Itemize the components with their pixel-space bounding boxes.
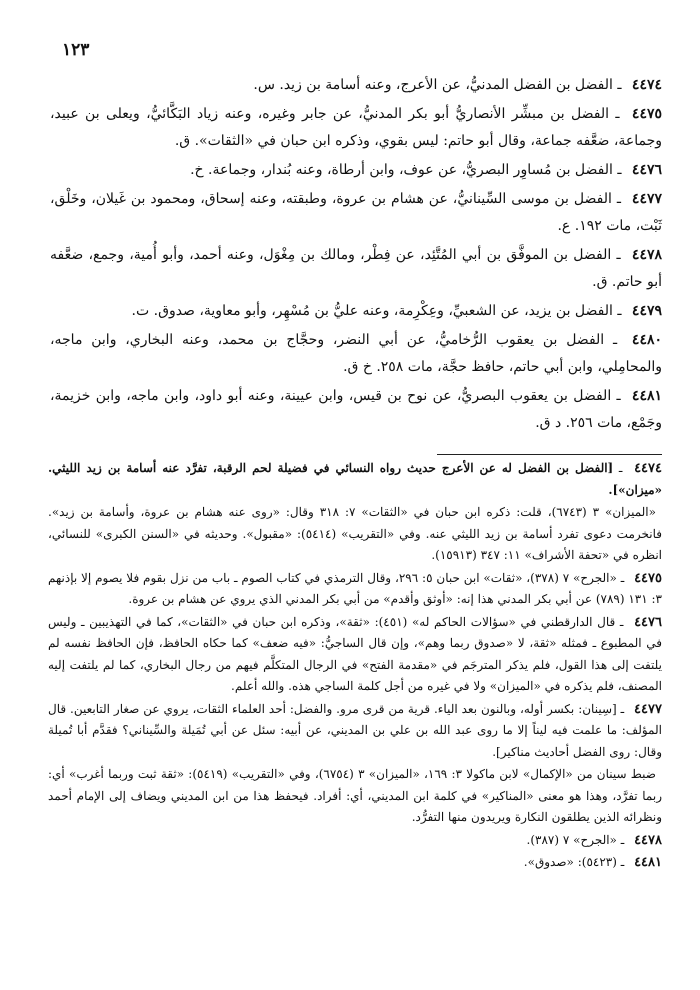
note-text: [سِينان: بكسر أوله، وبالنون بعد الياء. قرية من قرى مرو. والفضل: أحد العلماء الثقات، يروي عن صغار التابعين. قال المؤلف: ما علمت فيه ليناً إلا ما روى عبد الله بن علي بن المديني، عن أبيه: سئل عن أبي تُمَيلة والسِّيناني؟ فقدَّم أبا تُميلة وقال: روى الفضل أحاديث مناكير]. [48,701,662,759]
entry-number: ٤٤٧٤ [631,77,662,93]
entry-number: ٤٤٧٩ [631,303,662,319]
note-text: «الجرح» ٧ (٣٧٨)، «ثقات» ابن حبان ٥: ٢٩٦، وقال الترمذي في كتاب الصوم ـ باب من نزل بقوم فلا يصوم إلا بإذنهم ٣: ١٣١ (٧٨٩) عن أبي بكر المدني هذا إنه: «أوثق وأقدم» من أبي بكر المدني الذي يروي عن هشام بن عروة. [48,570,662,606]
note [48,502,662,567]
note: ٤٤٨١ ـ (٥٤٢٣): «صدوق». [523,855,662,870]
note-number: ٤٤٧٧ [634,701,662,717]
note-text: «الجرح» ٧ (٣٨٧). [526,832,617,847]
entry-text: الفضل بن مبشِّر الأنصاريُّ أبو بكر المدنيُّ، عن جابر وغيره، وعنه زياد البَكَّائيُّ، ويعلى بن عبيد، وجماعة، ضعَّفه جماعة، وقال أبو حاتم: ليس بقوي، وذكره ابن حبان في «الثقات». ق. [50,106,662,149]
entry: ٤٤٧٦ ـ الفضل بن مُساوِر البصريُّ، عن عوف، وابن أرطاة، وعنه بُندار، وجماعة. خ. [190,162,662,178]
note-text: قال الدارقطني في «سؤالات الحاكم له» (٤٥١): «ثقة»، وذكره ابن حبان في «الثقات»، كما في التهذيبين ـ وليس في المطبوع ـ فمثله «ثقة، لا «صدوق ربما وهم»، وإن قال الساجيُّ: «فيه ضعف» كما حكاه الحافظ، فإن الحافظ نفسه لم يلتفت إلى هذا القول، فلم يذكر المترجَم في «مقدمة الفتح» في الرجال المتكلَّم فيهم من رجال البخاري، كما لم يلتفت إليه المصنف، فلم يذكره في «الميزان» ولا في غيره من أجل كلمة الساجي هذه. والله أعلم. [48,614,662,693]
entry: ٤٤٨٠ ـ الفضل بن يعقوب الرُّخاميُّ، عن أبي النضر، وحجَّاج بن محمد، وعنه البخاري، وابن ماجه، والمحامِلي، وابن أبي حاتم، حافظ حجَّة، مات ٢٥٨. خ ق. [50,332,662,375]
entry: ٤٤٧٩ ـ الفضل بن يزيد، عن الشعبيِّ، وعِكْرِمة، وعنه عليُّ بن مُسْهِر، وأبو معاوية، صدوق. ت. [131,303,662,319]
note-bold-text: [الفضل بن الفضل له عن الأعرج حديث رواه النسائي في فضيلة لحم الرقبة، تفرَّد عنه أسامة بن زيد الليثي. «ميزان»]. [48,461,662,497]
entry-number: ٤٤٧٥ [631,106,662,122]
footnote-divider [437,454,662,455]
entry-number: ٤٤٧٦ [631,162,662,178]
entry-number: ٤٤٧٧ [631,191,662,207]
entry-text: الفضل بن يعقوب البصريُّ، عن نوح بن قيس، وابن عيينة، وعنه أبو داود، وابن ماجه، وابن خزيمة، وجَمْع، مات ٢٥٦. د ق. [50,388,662,431]
entry-text: الفضل بن يزيد، عن الشعبيِّ، وعِكْرِمة، وعنه عليُّ بن مُسْهِر، وأبو معاوية، صدوق. ت. [131,303,613,319]
note [48,764,662,829]
note-number: ٤٤٨١ [634,855,662,870]
entry-text: الفضل بن يعقوب الرُّخاميُّ، عن أبي النضر، وحجَّاج بن محمد، وعنه البخاري، وابن ماجه، والمحامِلي، وابن أبي حاتم، حافظ حجَّة، مات ٢٥٨. خ ق. [50,332,662,375]
note-text: (٥٤٢٣): «صدوق». [523,855,617,869]
note: ٤٤٧٧ ـ [سِينان: بكسر أوله، وبالنون بعد الياء. قرية من قرى مرو. والفضل: أحد العلماء الثقات، يروي عن صغار التابعين. قال المؤلف: ما علمت فيه ليناً إلا ما روى عبد الله بن علي بن المديني، عن أبيه: سئل عن أبي تُمَيلة والسِّيناني؟ فقدَّم أبا تُميلة وقال: روى الفضل أحاديث مناكير]. [48,701,662,759]
page-number: ١٢٣ [62,40,90,60]
note-text: ضبط سينان من «الإكمال» لابن ماكولا ٣: ١٦٩، «الميزان» ٣ (٦٧٥٤)، وفي «التقريب» (٥٤١٩): «ثقة ثبت وربما أغرب» أي: ربما تفرَّد، وهذا هو معنى «المناكير» في كلمة ابن المديني، أي: أفراد. فيحفظ هذا من ابن المديني ويضاف إلى الإمام أحمد ونظرائه الذين يطلقون النكارة ويريدون منها التفرُّد. [48,767,662,824]
note: ٤٤٧٨ ـ «الجرح» ٧ (٣٨٧). [526,832,662,848]
note-number: ٤٤٧٤ [634,461,662,476]
note: ٤٤٧٦ ـ قال الدارقطني في «سؤالات الحاكم له» (٤٥١): «ثقة»، وذكره ابن حبان في «الثقات»، كما في التهذيبين ـ وليس في المطبوع ـ فمثله «ثقة، لا «صدوق ربما وهم»، وإن قال الساجيُّ: «فيه ضعف» كما حكاه الحافظ، فإن الحافظ نفسه لم يلتفت إلى هذا القول، فلم يذكر المترجَم في «مقدمة الفتح» في الرجال المتكلَّم فيهم من رجال البخاري، كما لم يلتفت إليه المصنف، فلم يذكره في «الميزان» ولا في غيره من أجل كلمة الساجي هذه. والله أعلم. [48,614,662,693]
entry-number: ٤٤٨١ [631,388,662,404]
entry-text: الفضل بن مُساوِر البصريُّ، عن عوف، وابن أرطاة، وعنه بُندار، وجماعة. خ. [190,162,613,178]
entry-number: ٤٤٨٠ [631,332,662,348]
note: ٤٤٧٥ ـ «الجرح» ٧ (٣٧٨)، «ثقات» ابن حبان ٥: ٢٩٦، وقال الترمذي في كتاب الصوم ـ باب من نزل بقوم فلا يصوم إلا بإذنهم ٣: ١٣١ (٧٨٩) عن أبي بكر المدني هذا إنه: «أوثق وأقدم» من أبي بكر المدني الذي يروي عن هشام بن عروة. [48,570,662,606]
entry: ٤٤٧٧ ـ الفضل بن موسى السِّينانيُّ، عن هشام بن عروة، وطبقته، وعنه إسحاق، ومحمود بن غَيلان، وخَلْق، ثَبْت، مات ١٩٢. ع. [50,191,662,234]
note-text: «الميزان» ٣ (٦٧٤٣)، قلت: ذكره ابن حبان في «الثقات» ٧: ٣١٨ وقال: «روى عنه هشام بن عروة، وأسامة بن زيد». فانخرمت دعوى تفرد أسامة بن زيد الليثي عنه. وفي «التقريب» (٥٤١٤): «مقبول». وحديثه في «السنن الكبرى» للنسائي، انظره في «تحفة الأشراف» ١١: ٣٤٧ (١٥٩١٣). [48,505,662,562]
note-number: ٤٤٧٥ [634,570,662,586]
main-entries [50,72,662,439]
entry-text: الفضل بن موسى السِّينانيُّ، عن هشام بن عروة، وطبقته، وعنه إسحاق، ومحمود بن غَيلان، وخَلْق، ثَبْت، مات ١٩٢. ع. [50,191,662,234]
note-number: ٤٤٧٨ [634,832,662,848]
entry: ٤٤٨١ ـ الفضل بن يعقوب البصريُّ، عن نوح بن قيس، وابن عيينة، وعنه أبو داود، وابن ماجه، وابن خزيمة، وجَمْع، مات ٢٥٦. د ق. [50,388,662,431]
entry-number: ٤٤٧٨ [631,247,662,263]
entry-text: الفضل بن الموفَّق بن أبي المُتَّئِد، عن فِطْر، ومالك بن مِغْوَل، وعنه أحمد، وأبو أُمية، وجمع، ضعَّفه أبو حاتم. ق. [50,247,662,290]
entry: ٤٤٧٤ ـ الفضل بن الفضل المدنيُّ، عن الأعرج، وعنه أسامة بن زيد. س. [253,77,662,93]
entry-text: الفضل بن الفضل المدنيُّ، عن الأعرج، وعنه أسامة بن زيد. س. [253,77,613,93]
footnotes [48,458,662,875]
entry: ٤٤٧٥ ـ الفضل بن مبشِّر الأنصاريُّ أبو بكر المدنيُّ، عن جابر وغيره، وعنه زياد البَكَّائيُّ، ويعلى بن عبيد، وجماعة، ضعَّفه جماعة، وقال أبو حاتم: ليس بقوي، وذكره ابن حبان في «الثقات». ق. [50,106,662,149]
note: ٤٤٧٤ ـ [الفضل بن الفضل له عن الأعرج حديث رواه النسائي في فضيلة لحم الرقبة، تفرَّد عنه أسامة بن زيد الليثي. «ميزان»]. [48,461,662,497]
note-number: ٤٤٧٦ [634,614,662,630]
entry: ٤٤٧٨ ـ الفضل بن الموفَّق بن أبي المُتَّئِد، عن فِطْر، ومالك بن مِغْوَل، وعنه أحمد، وأبو أُمية، وجمع، ضعَّفه أبو حاتم. ق. [50,247,662,290]
